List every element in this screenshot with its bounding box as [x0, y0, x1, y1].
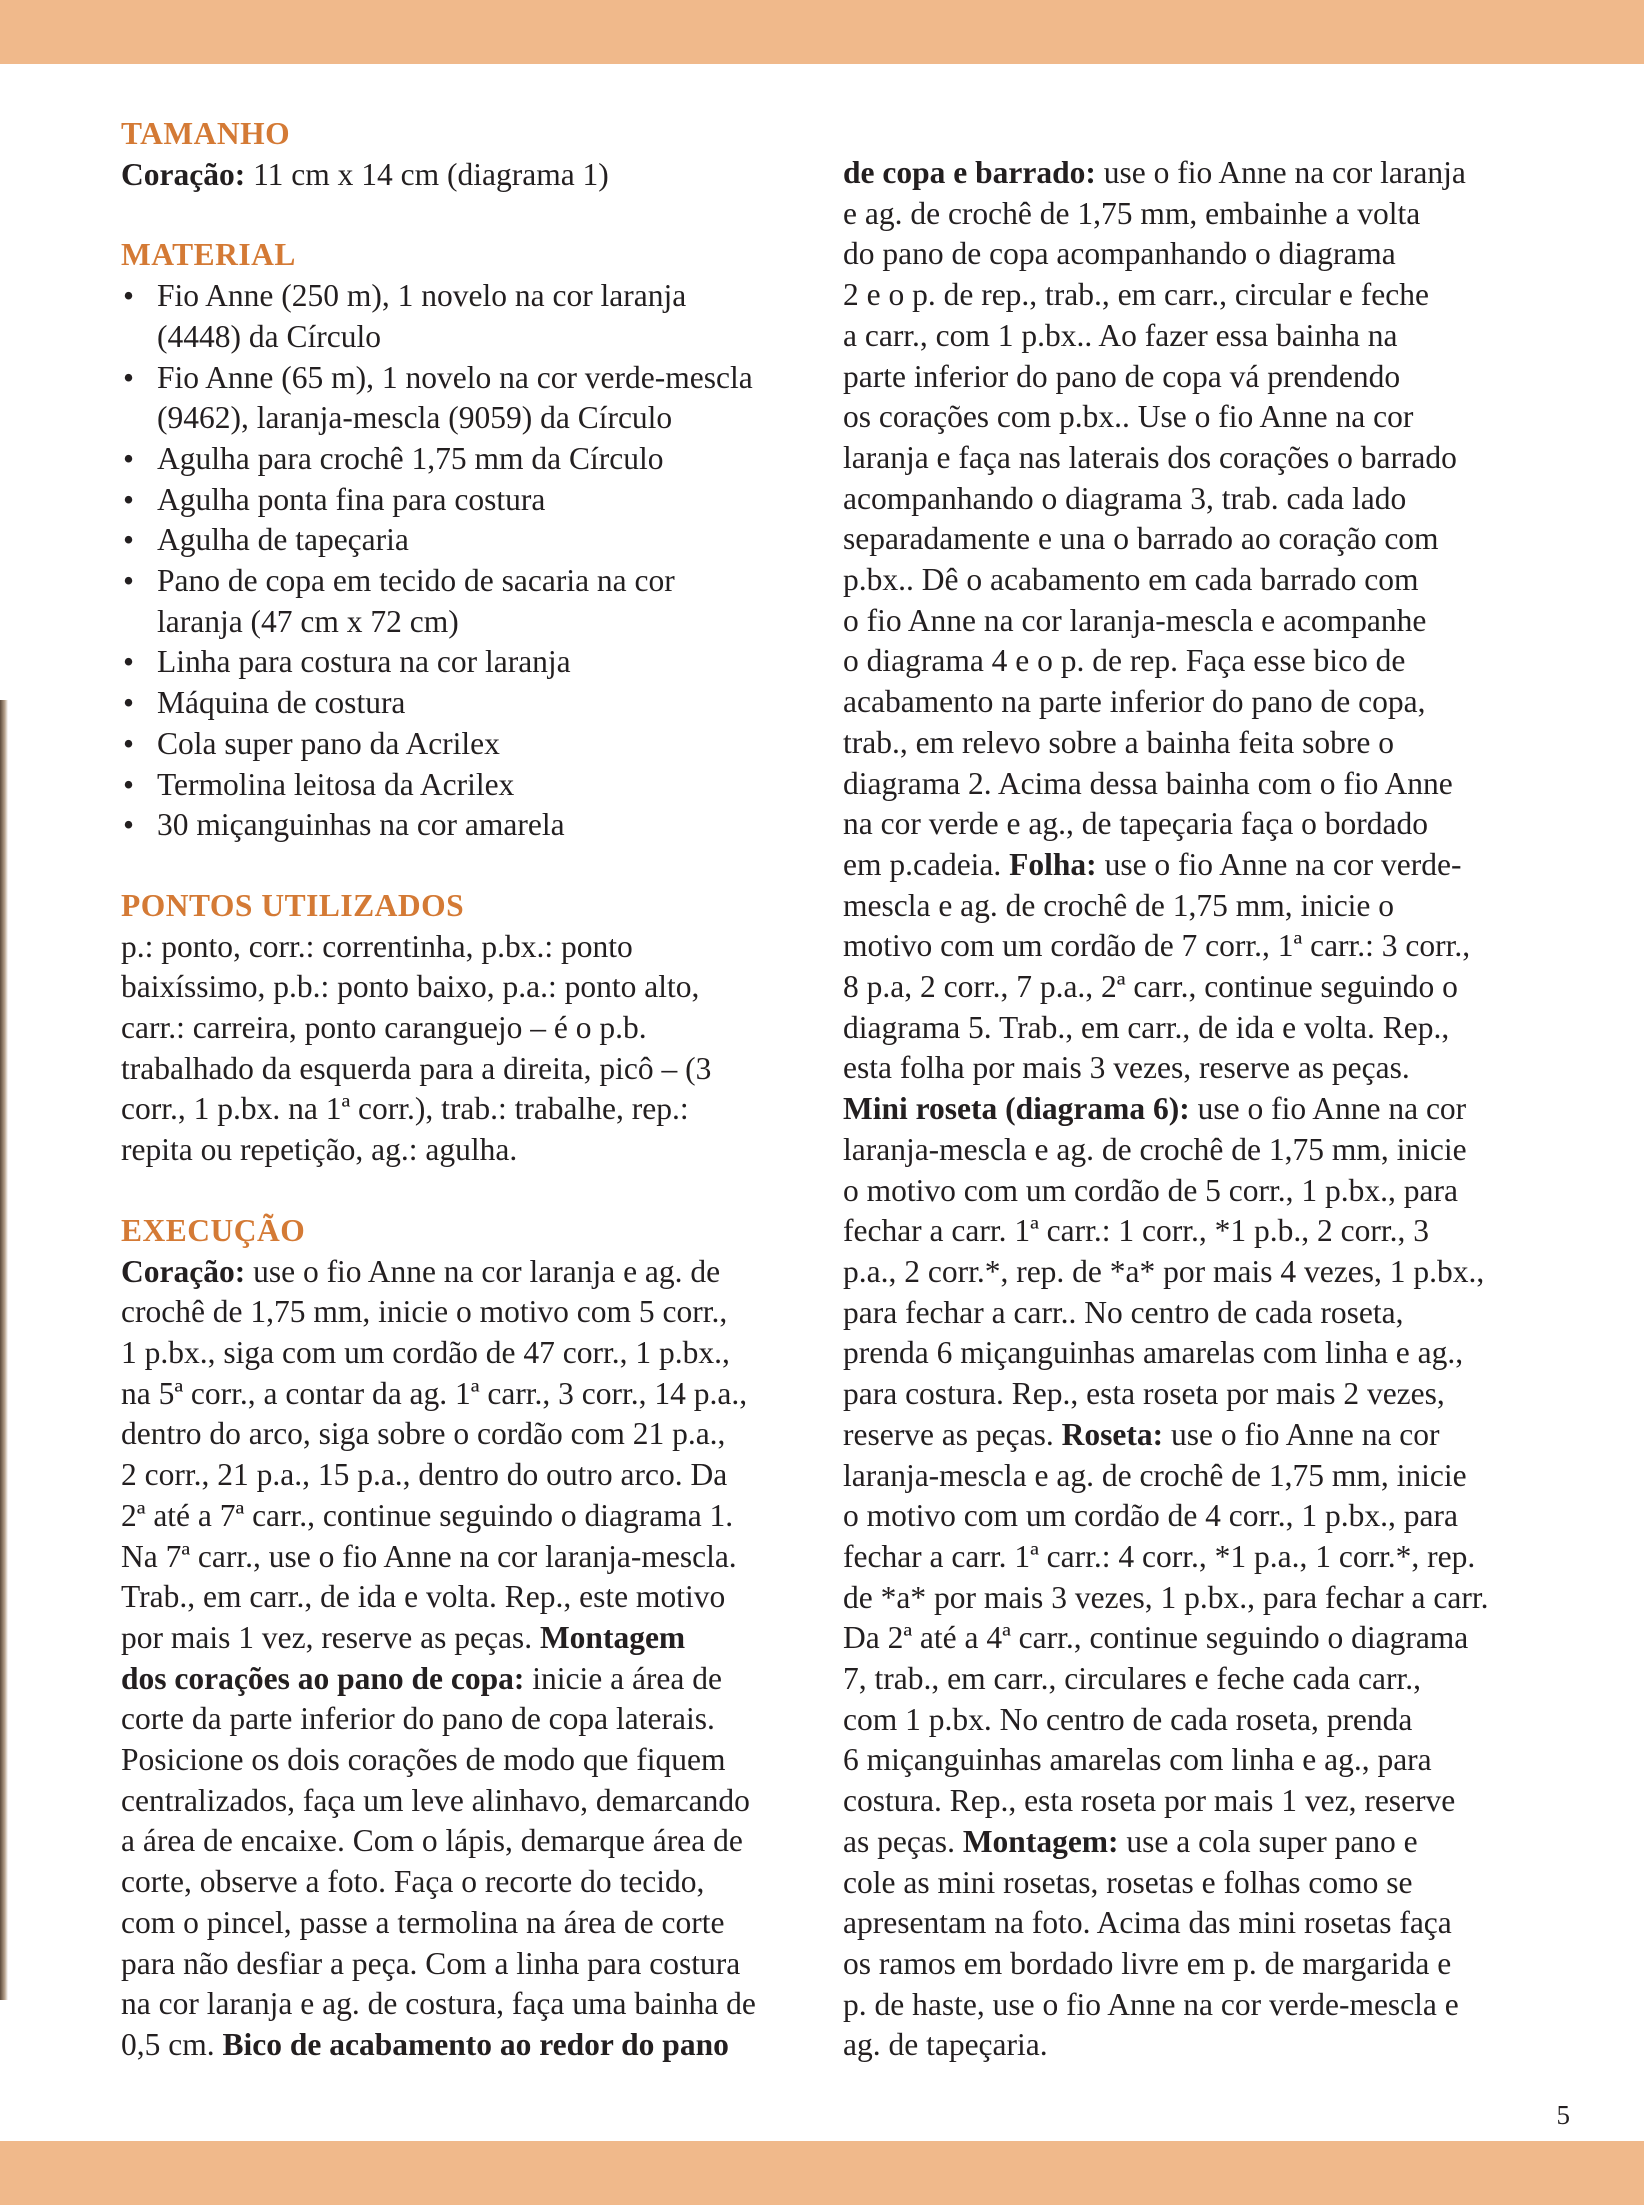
material-item	[121, 805, 811, 846]
execucao-line	[843, 1496, 1543, 1537]
execucao-line	[843, 1333, 1543, 1374]
text-run: 6 miçanguinhas amarelas com linha e ag., para	[843, 1742, 1432, 1778]
tamanho-text: 11 cm x 14 cm (diagrama 1)	[245, 156, 609, 192]
material-item	[121, 683, 811, 724]
execucao-line	[843, 1985, 1543, 2026]
execucao-line	[121, 1333, 811, 1374]
execucao-line	[843, 1456, 1543, 1497]
execucao-line	[843, 1211, 1543, 1252]
material-item-line: Cola super pano da Acrilex	[157, 725, 500, 761]
material-item	[121, 765, 811, 806]
execucao-line	[121, 1821, 811, 1862]
execucao-line	[843, 1618, 1543, 1659]
text-run: fechar a carr. 1ª carr.: 4 corr., *1 p.a., 1 corr.*, rep.	[843, 1538, 1476, 1574]
pontos-heading: PONTOS UTILIZADOS	[121, 887, 465, 923]
execucao-heading: EXECUÇÃO	[121, 1212, 306, 1248]
text-run: Da 2ª até a 4ª carr., continue seguindo o diagrama	[843, 1620, 1469, 1656]
bold-term: de copa e barrado:	[843, 155, 1096, 190]
text-run: 2ª até a 7ª carr., continue seguindo o diagrama 1.	[121, 1497, 734, 1533]
execucao-line	[843, 1089, 1543, 1130]
execucao-line	[121, 1292, 811, 1333]
text-run: e ag. de crochê de 1,75 mm, embainhe a volta	[843, 195, 1421, 231]
text-run: acompanhando o diagrama 3, trab. cada lado	[843, 480, 1407, 516]
bold-term: Folha:	[1009, 846, 1097, 882]
bullet-icon: •	[123, 807, 135, 843]
execucao-text-left	[121, 1252, 811, 2066]
execucao-line	[843, 1374, 1543, 1415]
execucao-line	[843, 1293, 1543, 1334]
text-run: crochê de 1,75 mm, inicie o motivo com 5 corr.,	[121, 1294, 728, 1330]
text-run: corte, observe a foto. Faça o recorte do tecido,	[121, 1864, 705, 1900]
execucao-line	[121, 1618, 811, 1659]
material-item	[121, 439, 811, 480]
pontos-line: repita ou repetição, ag.: agulha.	[121, 1132, 518, 1168]
execucao-line	[843, 1659, 1543, 1700]
text-run: reserve as peças.	[843, 1416, 1062, 1452]
text-run: motivo com um cordão de 7 corr., 1ª carr.: 3 corr.,	[843, 928, 1471, 964]
text-run: laranja-mescla e ag. de crochê de 1,75 mm, inicie	[843, 1457, 1467, 1493]
execucao-line	[843, 1252, 1543, 1293]
text-run: use o fio Anne na cor	[1163, 1416, 1440, 1452]
top-band	[0, 0, 1644, 64]
execucao-line	[121, 1781, 811, 1822]
page-edge-shadow	[0, 700, 8, 2000]
material-item-line: Agulha de tapeçaria	[157, 522, 409, 558]
execucao-line	[843, 641, 1543, 682]
pontos-line: carr.: carreira, ponto caranguejo – é o p.b.	[121, 1010, 647, 1046]
bullet-icon: •	[123, 278, 135, 314]
execucao-line	[121, 1496, 811, 1537]
material-item	[121, 358, 811, 439]
text-run: fechar a carr. 1ª carr.: 1 corr., *1 p.b., 2 corr., 3	[843, 1213, 1429, 1249]
execucao-line	[843, 479, 1543, 520]
execucao-line	[121, 1374, 811, 1415]
execucao-line	[843, 1944, 1543, 1985]
execucao-line	[121, 1455, 811, 1496]
material-item-line: Pano de copa em tecido de sacaria na cor	[157, 563, 675, 599]
pontos-line: trabalhado da esquerda para a direita, picô – (3	[121, 1050, 712, 1086]
text-run: inicie a área de	[524, 1660, 722, 1696]
bold-term: Montagem	[539, 1619, 686, 1655]
material-item-line: Fio Anne (250 m), 1 novelo na cor laranja	[157, 278, 687, 314]
text-run: laranja e faça nas laterais dos corações o barrado	[843, 439, 1457, 475]
bold-term: dos corações ao pano de copa:	[121, 1660, 525, 1696]
execucao-line	[843, 1171, 1543, 1212]
bold-term: Mini roseta (diagrama 6):	[843, 1091, 1190, 1127]
material-item-line: laranja (47 cm x 72 cm)	[157, 603, 459, 639]
text-run: esta folha por mais 3 vezes, reserve as peças.	[843, 1050, 1410, 1086]
execucao-line	[843, 438, 1543, 479]
text-run: use o fio Anne na cor laranja e ag. de	[245, 1253, 721, 1289]
bullet-icon: •	[123, 481, 135, 517]
material-item-line: Linha para costura na cor laranja	[157, 644, 571, 680]
text-run: use o fio Anne na cor	[1189, 1091, 1467, 1127]
text-run: costura. Rep., esta roseta por mais 1 vez, reserve	[843, 1783, 1456, 1819]
text-run: para não desfiar a peça. Com a linha para costura	[121, 1945, 741, 1981]
execucao-line	[843, 1415, 1543, 1456]
execucao-line	[843, 519, 1543, 560]
page-number: 5	[1556, 2100, 1570, 2130]
text-run: 7, trab., em carr., circulares e feche cada carr.,	[843, 1661, 1422, 1697]
text-run: separadamente e una o barrado ao coração com	[843, 521, 1439, 557]
execucao-line	[843, 1822, 1543, 1863]
bold-term: Bico de acabamento ao redor do pano	[222, 2026, 729, 2062]
execucao-line	[843, 804, 1543, 845]
material-item-line: Agulha para crochê 1,75 mm da Círculo	[157, 440, 664, 476]
execucao-line	[121, 2025, 811, 2066]
execucao-line	[843, 723, 1543, 764]
material-item-line: (9462), laranja-mescla (9059) da Círculo	[157, 400, 673, 436]
text-run: corte da parte inferior do pano de copa laterais.	[121, 1701, 715, 1737]
text-run: parte inferior do pano de copa vá prendendo	[843, 358, 1401, 394]
text-run: 8 p.a, 2 corr., 7 p.a., 2ª carr., continue seguindo o	[843, 969, 1458, 1005]
left-column	[121, 114, 811, 2066]
pontos-text	[121, 927, 811, 1171]
material-item-line: 30 miçanguinhas na cor amarela	[157, 807, 565, 843]
execucao-line	[843, 926, 1543, 967]
execucao-line	[121, 1537, 811, 1578]
execucao-line	[121, 1862, 811, 1903]
text-run: a carr., com 1 p.bx.. Ao fazer essa bainha na	[843, 317, 1398, 353]
text-run: acabamento na parte inferior do pano de copa,	[843, 684, 1426, 720]
text-run: Posicione os dois corações de modo que fiquem	[121, 1742, 726, 1778]
text-run: centralizados, faça um leve alinhavo, demarcando	[121, 1782, 750, 1818]
pontos-line: baixíssimo, p.b.: ponto baixo, p.a.: ponto alto,	[121, 969, 700, 1005]
execucao-line	[843, 1537, 1543, 1578]
bullet-icon: •	[123, 359, 135, 395]
bullet-icon: •	[123, 685, 135, 721]
text-run: p. de haste, use o fio Anne na cor verde-mescla e	[843, 1986, 1459, 2022]
text-run: os corações com p.bx.. Use o fio Anne na cor	[843, 399, 1414, 435]
text-run: prenda 6 miçanguinhas amarelas com linha e ag.,	[843, 1335, 1464, 1371]
text-run: os ramos em bordado livre em p. de margarida e	[843, 1945, 1452, 1981]
text-run: para costura. Rep., esta roseta por mais 2 vezes,	[843, 1376, 1445, 1412]
execucao-line	[843, 1048, 1543, 1089]
execucao-text-right	[843, 153, 1543, 2066]
text-run: o fio Anne na cor laranja-mescla e acompanhe	[843, 602, 1427, 638]
material-item-line: Termolina leitosa da Acrilex	[157, 766, 515, 802]
text-run: 0,5 cm.	[121, 2026, 223, 2062]
text-run: em p.cadeia.	[843, 846, 1010, 882]
bullet-icon: •	[123, 725, 135, 761]
execucao-line	[843, 1740, 1543, 1781]
execucao-line	[843, 234, 1543, 275]
execucao-line	[843, 275, 1543, 316]
execucao-line	[843, 316, 1543, 357]
text-run: 2 corr., 21 p.a., 15 p.a., dentro do outro arco. Da	[121, 1457, 728, 1493]
execucao-line	[843, 1781, 1543, 1822]
text-run: mescla e ag. de crochê de 1,75 mm, inicie o	[843, 887, 1395, 923]
execucao-line	[843, 1700, 1543, 1741]
text-run: na 5ª corr., a contar da ag. 1ª carr., 3 corr., 14 p.a.,	[121, 1375, 748, 1411]
text-run: diagrama 2. Acima dessa bainha com o fio Anne	[843, 765, 1453, 801]
execucao-line	[843, 560, 1543, 601]
text-run: p.bx.. Dê o acabamento em cada barrado com	[843, 562, 1419, 598]
material-item	[121, 276, 811, 357]
text-run: o diagrama 4 e o p. de rep. Faça esse bico de	[843, 643, 1406, 679]
execucao-line	[843, 1130, 1543, 1171]
pontos-line: corr., 1 p.bx. na 1ª corr.), trab.: trabalhe, rep.:	[121, 1091, 689, 1127]
execucao-line	[121, 1699, 811, 1740]
tamanho-heading: TAMANHO	[121, 116, 291, 151]
bullet-icon: •	[123, 440, 135, 476]
material-item	[121, 520, 811, 561]
text-run: com o pincel, passe a termolina na área de corte	[121, 1904, 725, 1940]
bottom-band	[0, 2141, 1644, 2205]
execucao-line	[843, 1863, 1543, 1904]
right-column	[843, 153, 1543, 2066]
execucao-line	[843, 764, 1543, 805]
execucao-line	[843, 1008, 1543, 1049]
text-run: cole as mini rosetas, rosetas e folhas como se	[843, 1864, 1413, 1900]
text-run: ag. de tapeçaria.	[843, 2027, 1048, 2063]
text-run: o motivo com um cordão de 5 corr., 1 p.bx., para	[843, 1172, 1458, 1208]
execucao-line	[843, 194, 1543, 235]
material-item	[121, 642, 811, 683]
material-item	[121, 561, 811, 642]
execucao-line	[843, 153, 1543, 194]
execucao-line	[843, 845, 1543, 886]
text-run: com 1 p.bx. No centro de cada roseta, prenda	[843, 1701, 1413, 1737]
text-run: de *a* por mais 3 vezes, 1 p.bx., para fechar a carr.	[843, 1579, 1489, 1615]
bullet-icon: •	[123, 766, 135, 802]
text-run: por mais 1 vez, reserve as peças.	[121, 1619, 540, 1655]
execucao-line	[843, 2025, 1543, 2066]
execucao-line	[121, 1414, 811, 1455]
bold-term: Roseta:	[1061, 1416, 1164, 1452]
bold-term: Montagem:	[962, 1823, 1119, 1859]
text-run: laranja-mescla e ag. de crochê de 1,75 mm, inicie	[843, 1131, 1467, 1167]
execucao-line	[843, 397, 1543, 438]
execucao-line	[843, 357, 1543, 398]
material-item-line: (4448) da Círculo	[157, 318, 381, 354]
bullet-icon: •	[123, 644, 135, 680]
text-run: dentro do arco, siga sobre o cordão com 21 p.a.,	[121, 1416, 726, 1452]
execucao-line	[121, 1252, 811, 1293]
execucao-line	[121, 1740, 811, 1781]
text-run: as peças.	[843, 1823, 963, 1859]
pontos-line: p.: ponto, corr.: correntinha, p.bx.: ponto	[121, 928, 633, 964]
execucao-line	[121, 1659, 811, 1700]
bold-term: Coração:	[121, 1253, 246, 1289]
material-item-line: Fio Anne (65 m), 1 novelo na cor verde-mescla	[157, 359, 753, 395]
text-run: use o fio Anne na cor verde-	[1096, 846, 1462, 882]
text-run: o motivo com um cordão de 4 corr., 1 p.bx., para	[843, 1498, 1458, 1534]
execucao-line	[843, 1578, 1543, 1619]
execucao-line	[843, 886, 1543, 927]
tamanho-line	[121, 155, 811, 196]
text-run: use a cola super pano e	[1118, 1823, 1418, 1859]
execucao-line	[843, 967, 1543, 1008]
text-run: na cor laranja e ag. de costura, faça uma bainha de	[121, 1986, 756, 2022]
material-heading: MATERIAL	[121, 237, 296, 273]
execucao-line	[121, 1577, 811, 1618]
text-run: Na 7ª carr., use o fio Anne na cor laranja-mescla.	[121, 1538, 737, 1574]
bullet-icon: •	[123, 522, 135, 558]
text-run: 1 p.bx., siga com um cordão de 47 corr., 1 p.bx.,	[121, 1334, 730, 1370]
tamanho-label: Coração:	[121, 156, 246, 192]
execucao-line	[843, 682, 1543, 723]
execucao-line	[843, 601, 1543, 642]
text-run: na cor verde e ag., de tapeçaria faça o bordado	[843, 806, 1429, 842]
text-run: 2 e o p. de rep., trab., em carr., circular e feche	[843, 277, 1429, 313]
execucao-line	[121, 1944, 811, 1985]
text-run: diagrama 5. Trab., em carr., de ida e volta. Rep.,	[843, 1009, 1450, 1045]
material-item	[121, 724, 811, 765]
bullet-icon: •	[123, 563, 135, 599]
text-run: use o fio Anne na cor laranja	[1095, 155, 1466, 190]
text-run: para fechar a carr.. No centro de cada roseta,	[843, 1294, 1404, 1330]
text-run: a área de encaixe. Com o lápis, demarque área de	[121, 1823, 743, 1859]
material-item-line: Máquina de costura	[157, 685, 406, 721]
material-item-line: Agulha ponta fina para costura	[157, 481, 546, 517]
text-run: p.a., 2 corr.*, rep. de *a* por mais 4 vezes, 1 p.bx.,	[843, 1253, 1485, 1289]
text-run: trab., em relevo sobre a bainha feita sobre o	[843, 724, 1395, 760]
execucao-line	[121, 1984, 811, 2025]
material-item	[121, 480, 811, 521]
text-run: do pano de copa acompanhando o diagrama	[843, 236, 1396, 272]
text-run: apresentam na foto. Acima das mini rosetas faça	[843, 1905, 1452, 1941]
text-run: Trab., em carr., de ida e volta. Rep., este motivo	[121, 1579, 726, 1615]
execucao-line	[121, 1903, 811, 1944]
material-list	[121, 276, 811, 846]
execucao-line	[843, 1903, 1543, 1944]
